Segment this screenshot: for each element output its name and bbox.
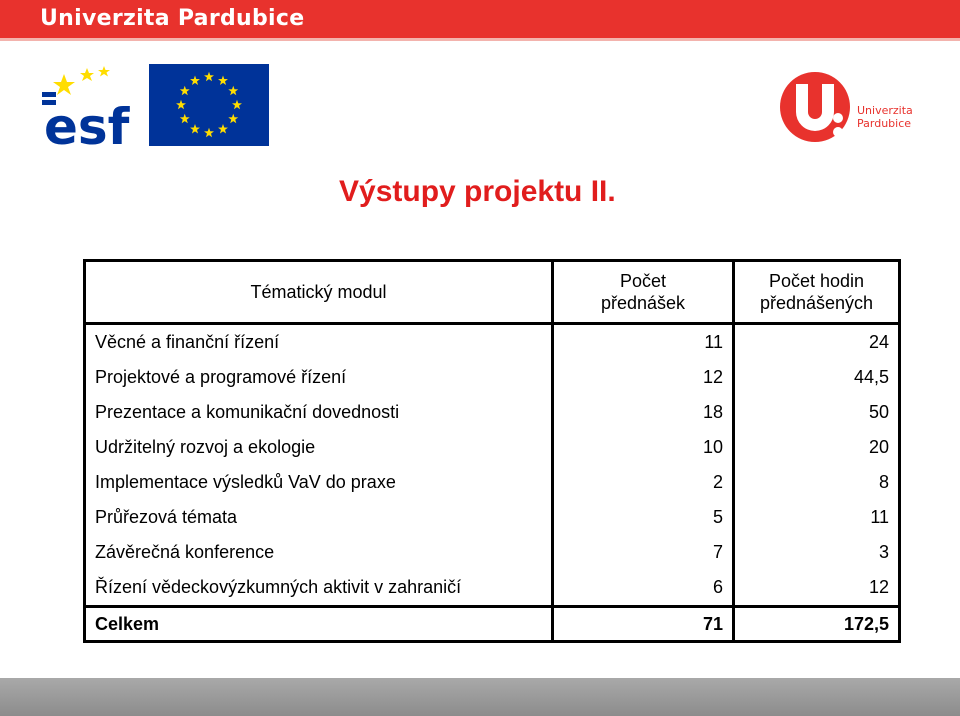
header-banner bbox=[0, 0, 960, 41]
module-cell: Řízení vědeckovýzkumných aktivit v zahraničí bbox=[85, 570, 553, 607]
lectures-cell: 2 bbox=[553, 465, 734, 500]
table-row bbox=[85, 570, 900, 607]
module-cell: Průřezová témata bbox=[85, 500, 553, 535]
total-label-cell: Celkem bbox=[85, 607, 553, 642]
hours-cell: 12 bbox=[734, 570, 900, 607]
table-row bbox=[85, 500, 900, 535]
table-row bbox=[85, 360, 900, 395]
hours-cell: 44,5 bbox=[734, 360, 900, 395]
table-header-row bbox=[85, 261, 900, 324]
up-logo-line1: Univerzita bbox=[857, 104, 913, 117]
eu-flag-icon bbox=[149, 64, 269, 146]
hours-cell: 50 bbox=[734, 395, 900, 430]
lectures-cell: 11 bbox=[553, 324, 734, 361]
university-name: Univerzita Pardubice bbox=[40, 6, 305, 31]
header-hours-line1: Počet hodin bbox=[768, 271, 865, 291]
up-logo-text bbox=[857, 104, 913, 130]
header-lectures-line2: přednášek bbox=[600, 293, 686, 313]
module-cell: Implementace výsledků VaV do praxe bbox=[85, 465, 553, 500]
total-hours-cell: 172,5 bbox=[734, 607, 900, 642]
table-row bbox=[85, 395, 900, 430]
up-emblem-icon bbox=[778, 70, 858, 144]
header-lectures bbox=[553, 261, 734, 324]
table-row bbox=[85, 324, 900, 361]
header-hours bbox=[734, 261, 900, 324]
module-cell: Projektové a programové řízení bbox=[85, 360, 553, 395]
header-module: Tématický modul bbox=[85, 261, 553, 324]
module-cell: Udržitelný rozvoj a ekologie bbox=[85, 430, 553, 465]
module-cell: Závěrečná konference bbox=[85, 535, 553, 570]
up-logo-line2: Pardubice bbox=[857, 117, 912, 130]
header-hours-line2: přednášených bbox=[759, 293, 874, 313]
lectures-cell: 18 bbox=[553, 395, 734, 430]
esf-logo-text: esf bbox=[44, 98, 130, 146]
lectures-cell: 5 bbox=[553, 500, 734, 535]
lectures-cell: 10 bbox=[553, 430, 734, 465]
esf-logo bbox=[42, 64, 137, 146]
lectures-cell: 12 bbox=[553, 360, 734, 395]
hours-cell: 11 bbox=[734, 500, 900, 535]
total-lectures-cell: 71 bbox=[553, 607, 734, 642]
table-row bbox=[85, 430, 900, 465]
project-outputs-table bbox=[83, 259, 901, 643]
lectures-cell: 7 bbox=[553, 535, 734, 570]
lectures-cell: 6 bbox=[553, 570, 734, 607]
module-cell: Věcné a finanční řízení bbox=[85, 324, 553, 361]
hours-cell: 8 bbox=[734, 465, 900, 500]
univerzita-pardubice-logo bbox=[778, 70, 923, 144]
header-lectures-line1: Počet bbox=[619, 271, 667, 291]
hours-cell: 3 bbox=[734, 535, 900, 570]
hours-cell: 20 bbox=[734, 430, 900, 465]
footer-bar bbox=[0, 678, 960, 716]
slide-title: Výstupy projektu II. bbox=[339, 175, 616, 208]
module-cell: Prezentace a komunikační dovednosti bbox=[85, 395, 553, 430]
table-row bbox=[85, 535, 900, 570]
table-row bbox=[85, 465, 900, 500]
hours-cell: 24 bbox=[734, 324, 900, 361]
table-total-row bbox=[85, 607, 900, 642]
